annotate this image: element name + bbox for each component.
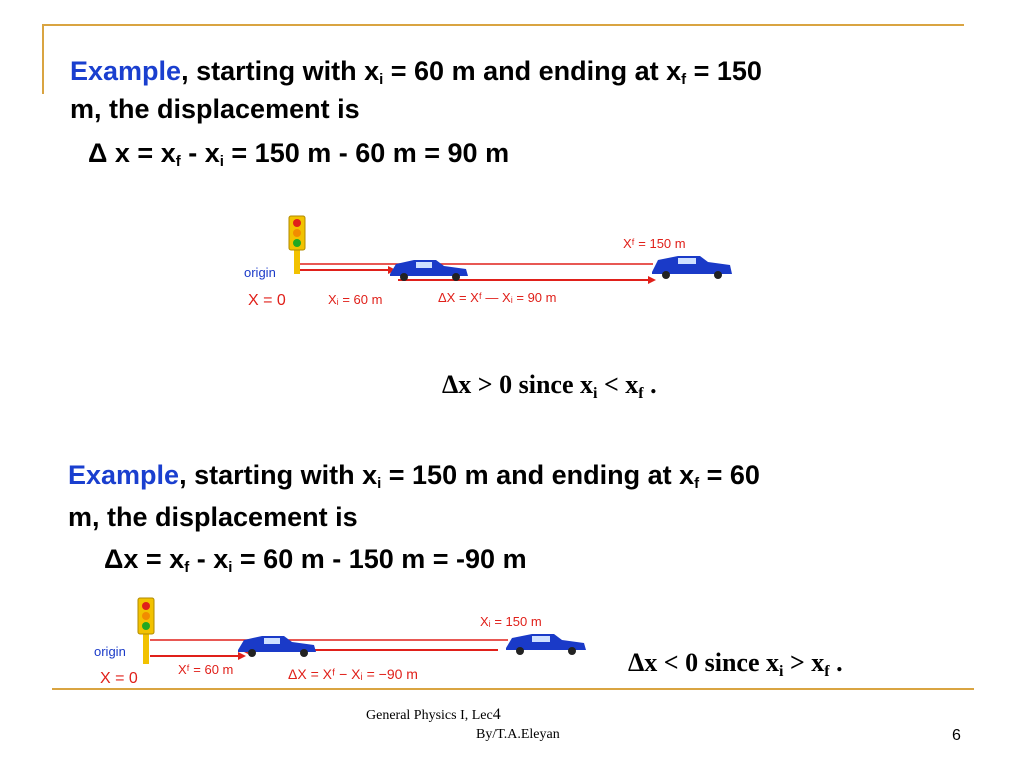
footer-course: General Physics I, Lec4	[366, 706, 501, 723]
car-icon-start	[390, 260, 468, 281]
origin-label: origin	[244, 265, 276, 280]
initial-position-label: Xᵢ = 150 m	[480, 614, 542, 629]
example2-line1: Example, starting with $x_i = 150$ m and ending at $x_f = 60$	[68, 460, 760, 492]
example1-line1: Example, starting with $x_i = 60$ m and ending at $x_f = 150$	[70, 56, 762, 88]
initial-position-label: Xᵢ = 60 m	[328, 292, 383, 307]
example2-line2: m, the displacement is	[68, 502, 358, 532]
result1-statement: Δx > 0 since $x_i < x_f$ .	[442, 370, 657, 402]
motion-diagram-1	[238, 214, 738, 314]
car-icon-end	[652, 256, 732, 279]
example2-keyword: Example	[68, 460, 180, 490]
example2-equation: $\Delta x = x_f - x_i = 60$ m - 150 m = -90 m	[104, 544, 527, 576]
footer-author: By/T.A.Eleyan	[476, 727, 560, 742]
frame-left-rule	[42, 24, 44, 94]
displacement-label: ΔX = Xᶠ — Xᵢ = 90 m	[438, 290, 557, 305]
result2-statement: Δx < 0 since $x_i > x_f$ .	[628, 648, 843, 680]
example1-equation: Δ $x = x_f - x_i = 150$ m - 60 m = 90 m	[88, 138, 510, 170]
x-zero-label: X = 0	[100, 670, 138, 687]
car-icon-start	[506, 634, 586, 655]
final-position-label: Xᶠ = 60 m	[178, 662, 234, 677]
motion-diagram-2	[88, 594, 598, 694]
displacement-label: ΔX = Xᶠ − Xᵢ = −90 m	[288, 666, 418, 682]
origin-label: origin	[94, 644, 126, 659]
page-number: 6	[952, 727, 961, 744]
example1-line2: m, the displacement is	[70, 94, 360, 124]
traffic-light-icon	[138, 598, 154, 664]
frame-top-rule	[42, 24, 964, 26]
final-position-label: Xᶠ = 150 m	[623, 236, 686, 251]
example1-keyword: Example	[70, 56, 182, 86]
x-zero-label: X = 0	[248, 292, 286, 309]
car-icon-end	[238, 636, 316, 657]
traffic-light-icon	[289, 216, 305, 274]
